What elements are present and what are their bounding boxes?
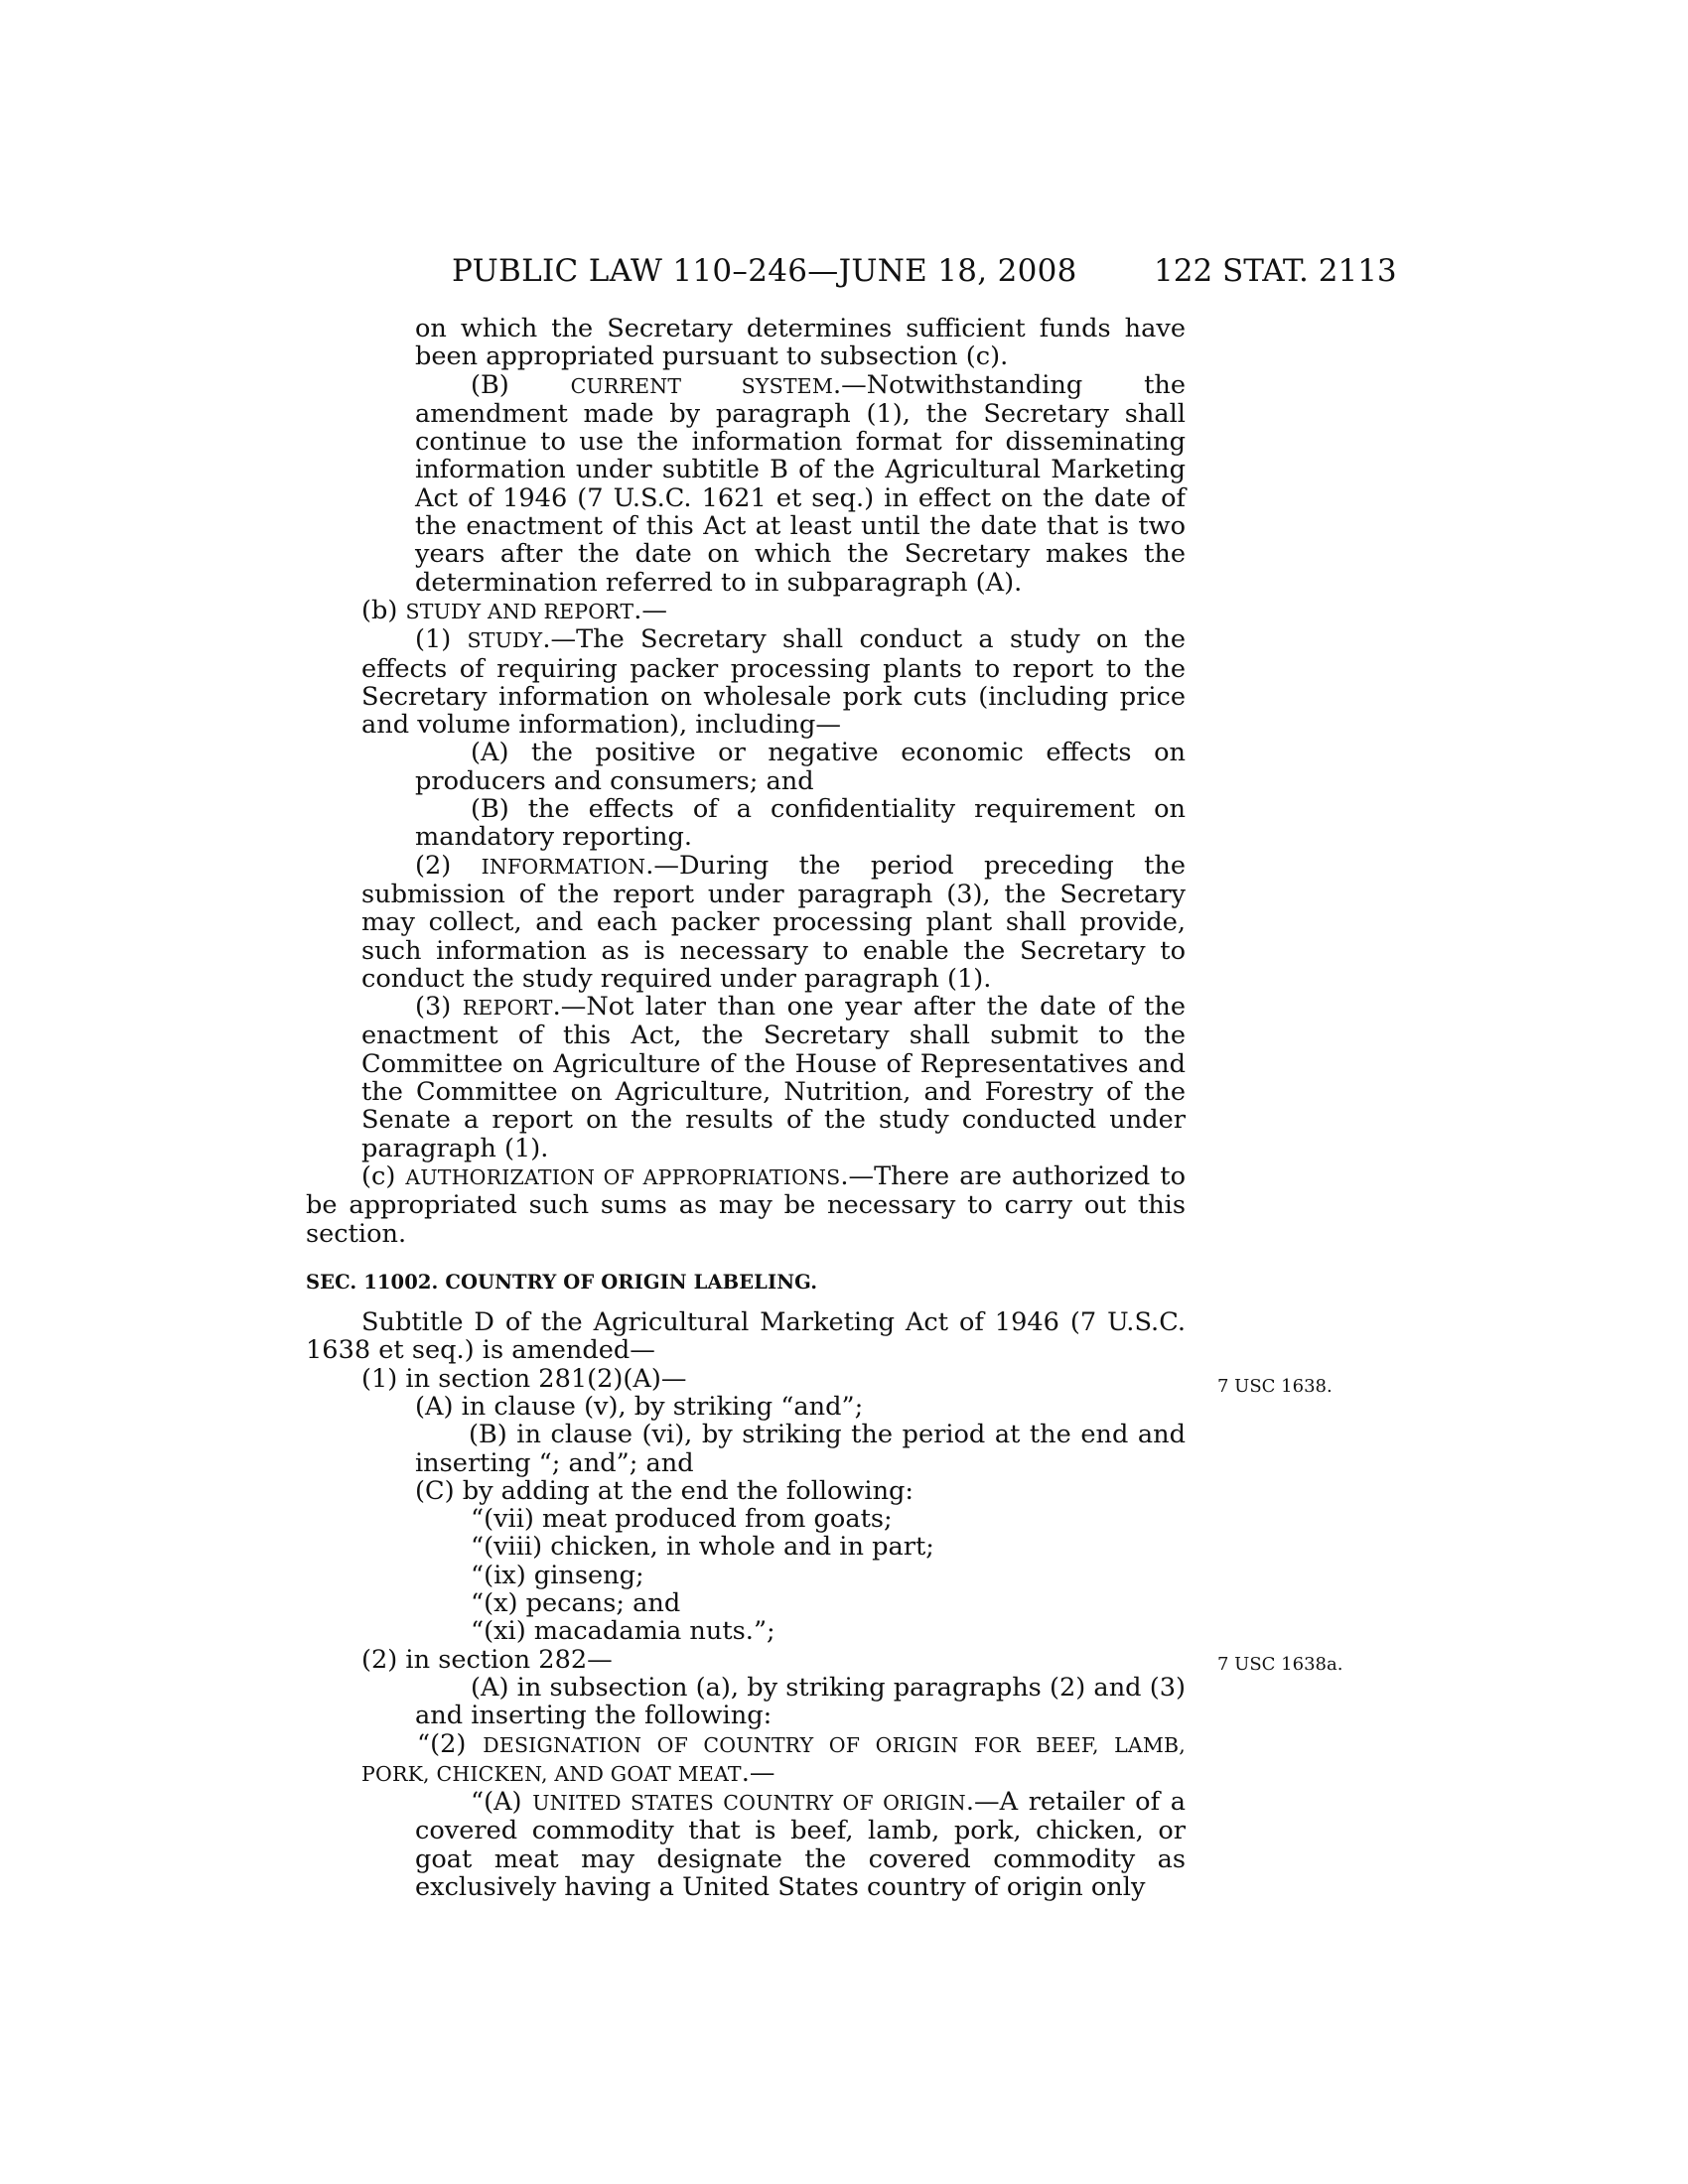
label: “(A) — [471, 1787, 533, 1818]
text: .— — [633, 595, 668, 625]
heading-report: REPORT — [462, 996, 553, 1021]
heading-current-system: CURRENT SYSTEM — [570, 373, 833, 398]
label: (B) — [471, 369, 571, 400]
item-1a: (A) in clause (v), by striking “and”; — [415, 1391, 864, 1422]
label: (3) — [415, 992, 463, 1023]
margin-note-7-usc-1638a: 7 USC 1638a. — [1217, 1654, 1343, 1675]
quoted-clause-vii: “(vii) meat produced from goats; — [471, 1504, 893, 1535]
paragraph-a1-continuation: on which the Secretary determines sufficient funds have been appropriated pursuant to subsection (c). — [415, 314, 1186, 372]
label: (c) — [361, 1160, 406, 1191]
paragraph-current-system — [415, 371, 1186, 597]
quoted-clause-xi: “(xi) macadamia nuts.”; — [471, 1616, 775, 1647]
paragraph-information — [361, 852, 1186, 993]
paragraph-designation — [361, 1730, 1186, 1789]
text: .—The Secretary shall conduct a study on the effects of requiring packer processing plants to report to the Secretary information on wholesale pork cuts (including price and volume information), including— — [361, 624, 1187, 741]
paragraph-report — [361, 993, 1186, 1162]
subsection-b-heading — [361, 597, 1688, 625]
section-heading: SEC. 11002. COUNTRY OF ORIGIN LABELING. — [306, 1270, 818, 1294]
paragraph-study — [361, 625, 1186, 739]
item-2: (2) in section 282— — [361, 1644, 613, 1675]
paragraph-section-intro: Subtitle D of the Agricultural Marketing Act of 1946 (7 U.S.C. 1638 et seq.) is amended— — [306, 1307, 1186, 1366]
quoted-clause-x: “(x) pecans; and — [471, 1588, 681, 1619]
running-head: PUBLIC LAW 110–246—JUNE 18, 2008 — [452, 253, 1077, 289]
text: .—A retailer of a covered commodity that is beef, lamb, pork, chicken, or goat meat may designate the covered commodity as exclusively having a United States country of origin only — [415, 1787, 1186, 1903]
label: “(2) — [417, 1728, 484, 1759]
label: (1) — [415, 624, 468, 655]
paragraph-us-country-of-origin — [415, 1788, 1186, 1901]
label: (2) — [415, 850, 482, 881]
heading-study: STUDY — [467, 628, 543, 653]
heading-information: INFORMATION — [481, 854, 646, 879]
label: (b) — [361, 595, 406, 625]
text: .— — [741, 1757, 775, 1788]
item-1b: (B) in clause (vi), by striking the period at the end and inserting “; and”; and — [415, 1420, 1186, 1478]
paragraph-authorization — [306, 1162, 1186, 1248]
heading-study-and-report: STUDY AND REPORT — [405, 599, 634, 623]
paragraph-study-a: (A) the positive or negative economic effects on producers and consumers; and — [415, 738, 1186, 796]
text: .—There are authorized to be appropriated such sums as may be necessary to carry out this section. — [306, 1160, 1186, 1249]
paragraph-study-b: (B) the effects of a confidentiality requirement on mandatory reporting. — [415, 794, 1186, 853]
quoted-clause-viii: “(viii) chicken, in whole and in part; — [471, 1532, 934, 1563]
text: .—During the period preceding the submission of the report under paragraph (3), the Secretary may collect, and each packer processing plant shall provide, such information as is necessary to enable the Secretary to conduct the study required under paragraph (1). — [361, 850, 1186, 994]
text: .—Notwithstanding the amendment made by paragraph (1), the Secretary shall continue to use the information format for disseminating information under subtitle B of the Agricultural Marketing Act of 1946 (7 U.S.C. 1621 et seq.) in effect on the date of the enactment of this Act at least until the date that is two years after the date on which the Secretary makes the determination referred to in subparagraph (A). — [415, 369, 1187, 598]
heading-authorization: AUTHORIZATION OF APPROPRIATIONS — [405, 1164, 841, 1189]
item-2a: (A) in subsection (a), by striking paragraphs (2) and (3) and inserting the following: — [415, 1672, 1186, 1731]
page-number: 122 STAT. 2113 — [1154, 253, 1397, 289]
item-1c: (C) by adding at the end the following: — [415, 1475, 914, 1506]
item-1: (1) in section 281(2)(A)— — [361, 1363, 687, 1394]
body-text — [0, 315, 1688, 1901]
text: .—Not later than one year after the date of the enactment of this Act, the Secretary shall submit to the Committee on Agriculture of the House of Representatives and the Committee on Agriculture, Nutrition, and Forestry of the Senate a report on the results of the study conducted under paragraph (1). — [361, 992, 1187, 1163]
heading-designation: DESIGNATION OF COUNTRY OF ORIGIN FOR BEEF, LAMB, PORK, CHICKEN, AND GOAT MEAT — [361, 1732, 1186, 1786]
heading-us-country-of-origin: UNITED STATES COUNTRY OF ORIGIN — [532, 1791, 966, 1816]
quoted-clause-ix: “(ix) ginseng; — [471, 1560, 644, 1590]
margin-note-7-usc-1638: 7 USC 1638. — [1217, 1376, 1333, 1397]
